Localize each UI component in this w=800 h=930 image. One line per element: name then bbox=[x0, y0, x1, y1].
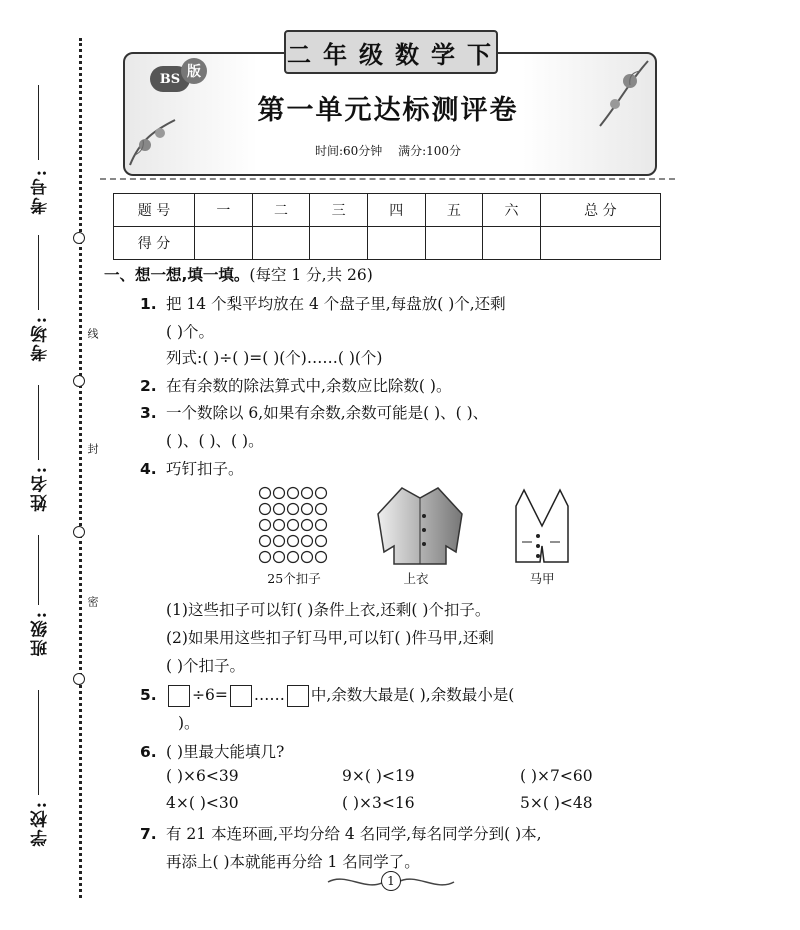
table-header-cell: 六 bbox=[483, 194, 541, 227]
question-6-item: ( )×3<16 bbox=[342, 794, 415, 812]
school-field[interactable] bbox=[38, 690, 39, 795]
score-table bbox=[113, 193, 661, 260]
ribbon-char: 二 bbox=[287, 40, 315, 69]
table-header-cell: 五 bbox=[425, 194, 483, 227]
vest-icon bbox=[510, 486, 574, 566]
table-header-cell: 题 号 bbox=[114, 194, 195, 227]
exam-number-label: 考号: bbox=[31, 168, 51, 215]
question-6-item: 9×( )<19 bbox=[342, 767, 415, 785]
table-header-cell: 总 分 bbox=[540, 194, 660, 227]
question-3-cont: ( )、( )、( )。 bbox=[166, 432, 264, 450]
exam-number-field[interactable] bbox=[38, 85, 39, 160]
table-row bbox=[114, 194, 661, 227]
cut-mark-line: 线 bbox=[86, 328, 99, 339]
division-text: ÷6= bbox=[192, 686, 228, 704]
binding-dotted-line bbox=[79, 38, 82, 898]
question-1 bbox=[140, 292, 506, 314]
ribbon-char: 级 bbox=[359, 40, 387, 69]
caption-vest: 马甲 bbox=[529, 571, 555, 586]
question-4-sub2: (2)如果用这些扣子钉马甲,可以钉( )件马甲,还剩 bbox=[166, 629, 494, 647]
section-heading bbox=[104, 263, 373, 285]
question-text: ( )里最大能填几? bbox=[166, 743, 285, 761]
question-number: 3. bbox=[140, 404, 157, 422]
question-3 bbox=[140, 401, 488, 423]
exam-meta bbox=[123, 142, 653, 159]
cut-mark-seal: 封 bbox=[86, 443, 99, 454]
edition-badge: BS bbox=[150, 66, 190, 92]
binding-hole bbox=[73, 526, 85, 538]
caption-coat: 上衣 bbox=[403, 571, 429, 586]
question-1-equation: 列式:( )÷( )=( )(个)……( )(个) bbox=[166, 349, 383, 367]
question-6-item: ( )×6<39 bbox=[166, 767, 239, 785]
remainder-ellipsis: …… bbox=[253, 686, 285, 704]
question-text: 有 21 本连环画,平均分给 4 名同学,每名同学分到( )本, bbox=[166, 825, 542, 843]
question-7 bbox=[140, 822, 542, 844]
question-text: 在有余数的除法算式中,余数应比除数( )。 bbox=[166, 377, 452, 395]
question-7-cont: 再添上( )本就能再分给 1 名同学了。 bbox=[166, 853, 420, 871]
caption-buttons: 25个扣子 bbox=[267, 571, 321, 586]
question-6-item: ( )×7<60 bbox=[520, 767, 593, 785]
score-cell[interactable] bbox=[540, 227, 660, 260]
table-row bbox=[114, 227, 661, 260]
class-label: 班级: bbox=[31, 610, 51, 657]
page-number-text: 1 bbox=[381, 871, 401, 891]
score-cell[interactable] bbox=[252, 227, 310, 260]
question-number: 1. bbox=[140, 295, 157, 313]
ribbon-char: 学 bbox=[431, 40, 459, 69]
question-4 bbox=[140, 457, 244, 479]
question-text: 一个数除以 6,如果有余数,余数可能是( )、( )、 bbox=[166, 404, 489, 422]
score-cell[interactable] bbox=[483, 227, 541, 260]
binding-margin bbox=[0, 0, 100, 930]
question-6-item: 5×( )<48 bbox=[520, 794, 593, 812]
question-number: 2. bbox=[140, 377, 157, 395]
page-number bbox=[346, 870, 436, 892]
table-header-cell: 二 bbox=[252, 194, 310, 227]
edition-badge-ban: 版 bbox=[181, 58, 207, 84]
ribbon-char: 下 bbox=[467, 40, 495, 69]
exam-total-score: 满分:100分 bbox=[398, 144, 462, 158]
score-cell[interactable] bbox=[195, 227, 253, 260]
score-cell[interactable] bbox=[310, 227, 368, 260]
ribbon-char: 数 bbox=[395, 40, 423, 69]
answer-box[interactable] bbox=[230, 685, 252, 707]
exam-room-label: 考场: bbox=[31, 315, 51, 362]
exam-title: 第一单元达标测评卷 bbox=[257, 95, 519, 126]
coat-icon bbox=[372, 484, 468, 568]
section-title: 一、想一想,填一填。 bbox=[104, 266, 250, 284]
question-number: 5. bbox=[140, 686, 157, 704]
question-6 bbox=[140, 740, 284, 762]
question-text: 中,余数大最是( ),余数最小是( bbox=[310, 686, 515, 704]
question-5 bbox=[140, 683, 514, 707]
score-cell[interactable] bbox=[425, 227, 483, 260]
section-note: (每空 1 分,共 26) bbox=[249, 266, 373, 284]
table-header-cell: 四 bbox=[367, 194, 425, 227]
divider bbox=[100, 178, 675, 184]
table-header-cell: 三 bbox=[310, 194, 368, 227]
buttons-grid-icon bbox=[258, 486, 328, 568]
question-text: 巧钉扣子。 bbox=[166, 460, 244, 478]
score-cell[interactable] bbox=[367, 227, 425, 260]
ribbon-char: 年 bbox=[323, 40, 351, 69]
binding-hole bbox=[73, 232, 85, 244]
binding-hole bbox=[73, 673, 85, 685]
question-text: 把 14 个梨平均放在 4 个盘子里,每盘放( )个,还剩 bbox=[166, 295, 506, 313]
name-label: 姓名: bbox=[31, 465, 51, 512]
answer-box[interactable] bbox=[168, 685, 190, 707]
table-header-cell: 一 bbox=[195, 194, 253, 227]
question-number: 6. bbox=[140, 743, 157, 761]
question-4-sub2-cont: ( )个扣子。 bbox=[166, 657, 246, 675]
question-5-cont: )。 bbox=[178, 714, 200, 732]
exam-room-field[interactable] bbox=[38, 235, 39, 310]
class-field[interactable] bbox=[38, 535, 39, 605]
question-number: 7. bbox=[140, 825, 157, 843]
score-row-label: 得 分 bbox=[114, 227, 195, 260]
school-label: 学校: bbox=[31, 800, 51, 847]
cut-mark-secret: 密 bbox=[86, 596, 99, 607]
question-6-item: 4×( )<30 bbox=[166, 794, 239, 812]
binding-hole bbox=[73, 375, 85, 387]
name-field[interactable] bbox=[38, 385, 39, 460]
question-4-sub1: (1)这些扣子可以钉( )条件上衣,还剩( )个扣子。 bbox=[166, 601, 491, 619]
answer-box[interactable] bbox=[287, 685, 309, 707]
question-number: 4. bbox=[140, 460, 157, 478]
question-1-cont: ( )个。 bbox=[166, 323, 215, 341]
question-2 bbox=[140, 374, 451, 396]
exam-time: 时间:60分钟 bbox=[314, 144, 383, 158]
grade-ribbon bbox=[284, 30, 498, 74]
